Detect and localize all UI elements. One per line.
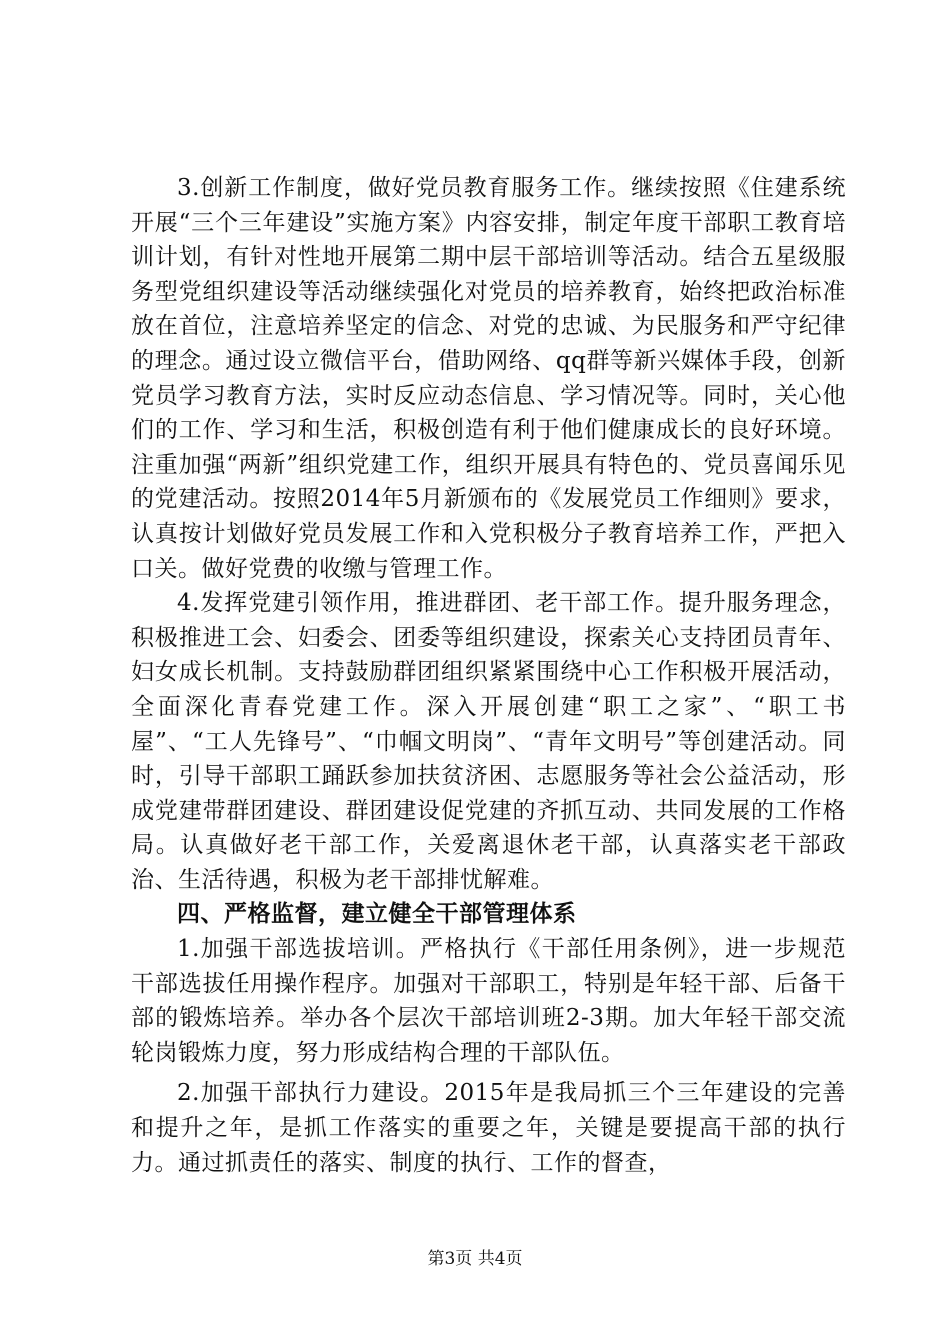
paragraph-item-3: 3.创新工作制度，做好党员教育服务工作。继续按照《住建系统开展“三个三年建设”实施方案》内容安排，制定年度干部职工教育培训计划，有针对性地开展第二期中层干部培训等活动。结合五星级服务型党组织建设等活动继续强化对党员的培养教育，始终把政治标准放在首位，注意培养坚定的信念、对党的忠诚、为民服务和严守纪律的理念。通过设立微信平台，借助网络、qq群等新兴媒体手段，创新党员学习教育方法，实时反应动态信息、学习情况等。同时，关心他们的工作、学习和生活，积极创造有利于他们健康成长的良好环境。注重加强“两新”组织党建工作，组织开展具有特色的、党员喜闻乐见的党建活动。按照2014年5月新颁布的《发展党员工作细则》要求，认真按计划做好党员发展工作和入党积极分子教育培养工作，严把入口关。做好党费的收缴与管理工作。 [131, 175, 846, 582]
section-paragraph-1: 1.加强干部选拔培训。严格执行《干部任用条例》，进一步规范干部选拔任用操作程序。加强对干部职工，特别是年轻干部、后备干部的锻炼培养。举办各个层次干部培训班2-3期。加大年轻干部交流轮岗锻炼力度，努力形成结构合理的干部队伍。 [131, 936, 846, 1066]
section-paragraph-2: 2.加强干部执行力建设。2015年是我局抓三个三年建设的完善和提升之年，是抓工作落实的重要之年，关键是要提高干部的执行力。通过抓责任的落实、制度的执行、工作的督查， [131, 1080, 846, 1176]
page-number-footer: 第3页 共4页 [427, 1249, 523, 1269]
paragraph-item-4: 4.发挥党建引领作用，推进群团、老干部工作。提升服务理念，积极推进工会、妇委会、团委等组织建设，探索关心支持团员青年、妇女成长机制。支持鼓励群团组织紧紧围绕中心工作积极开展活动，全面深化青春党建工作。深入开展创建“职工之家”、“职工书屋”、“工人先锋号”、“巾帼文明岗”、“青年文明号”等创建活动。同时，引导干部职工踊跃参加扶贫济困、志愿服务等社会公益活动，形成党建带群团建设、群团建设促党建的齐抓互动、共同发展的工作格局。认真做好老干部工作，关爱离退休老干部，认真落实老干部政治、生活待遇，积极为老干部排忧解难。 [131, 590, 846, 893]
section-heading: 四、严格监督，建立健全干部管理体系 [177, 901, 577, 928]
document-body [131, 171, 846, 1180]
